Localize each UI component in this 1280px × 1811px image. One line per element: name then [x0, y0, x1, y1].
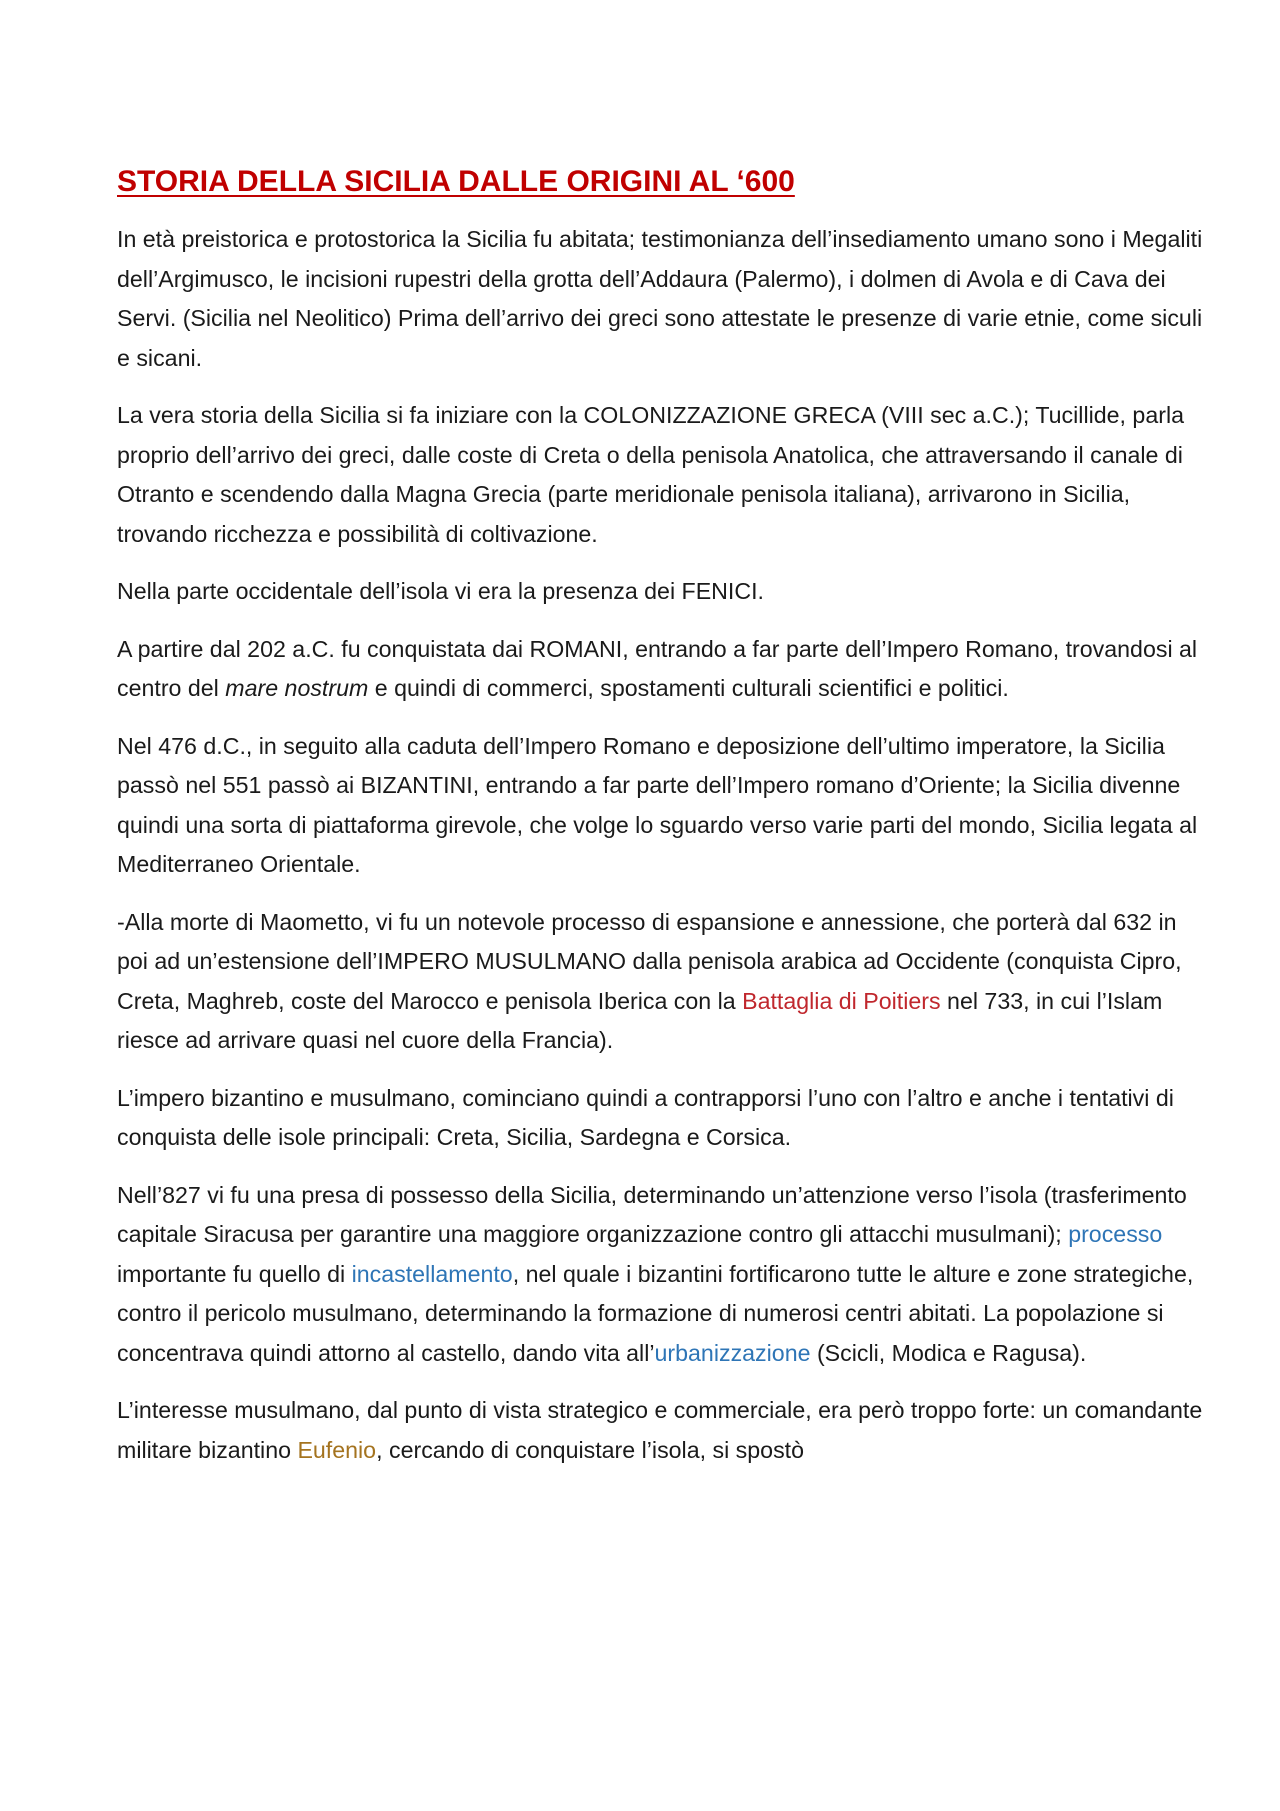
paragraph-byzantines: Nel 476 d.C., in seguito alla caduta dell’Impero Romano e deposizione dell’ultimo imperatore, la Sicilia passò nel 551 passò ai BIZANTINI, entrando a far parte dell’Impero romano d’Oriente; la Sicilia divenne quindi una sorta di piattaforma girevole, che volge lo sguardo verso varie parti del mondo, Sicilia legata al Mediterraneo Orientale. [117, 732, 1198, 877]
text-span: importante fu quello di [117, 1260, 352, 1287]
paragraph-romans [117, 630, 1213, 709]
paragraph-prehistory: In età preistorica e protostorica la Sicilia fu abitata; testimonianza dell’insediamento umano sono i Megaliti dell’Argimusco, le incisioni rupestri della grotta dell’Addaura (Palermo), i dolmen di Avola e di Cava dei Servi. (Sicilia nel Neolitico) Prima dell’arrivo dei greci sono attestate le presenze di varie etnie, come siculi e sicani. [117, 226, 1203, 371]
italic-term-mare-nostrum: mare nostrum [225, 675, 369, 701]
term-urbanizzazione: urbanizzazione [654, 1339, 811, 1366]
paragraph-greek-colonization: La vera storia della Sicilia si fa iniziare con la COLONIZZAZIONE GRECA (VIII sec a.C.); Tucillide, parla proprio dell’arrivo dei greci, dalle coste di Creta o della penisola Anatolica, che attraversando il canale di Otranto e scendendo dalla Magna Grecia (parte meridionale penisola italiana), arrivarono in Sicilia, trovando ricchezza e possibilità di coltivazione. [117, 402, 1184, 547]
text-span: L’interesse musulmano, dal punto di vista strategico e commerciale, era però troppo forte: un comandante militare bizantino [117, 1397, 1203, 1463]
paragraph-eufenio [117, 1391, 1213, 1470]
text-span: A partire dal 202 a.C. fu conquistata dai ROMANI, entrando a far parte dell’Impero Romano, trovandosi al centro del [117, 635, 1198, 701]
paragraph-phoenicians: Nella parte occidentale dell’isola vi era la presenza dei FENICI. [117, 578, 764, 604]
paragraph-muslim-empire [117, 903, 1213, 1061]
term-processo: processo [1068, 1221, 1163, 1247]
paragraph-contrast: L’impero bizantino e musulmano, cominciano quindi a contrapporsi l’uno con l’altro e anche i tentativi di conquista delle isole principali: Creta, Sicilia, Sardegna e Corsica. [117, 1084, 1174, 1150]
document-title: STORIA DELLA SICILIA DALLE ORIGINI AL ‘600 [117, 165, 795, 198]
document-page [117, 160, 1213, 1488]
text-span: , cercando di conquistare l’isola, si spostò [376, 1436, 804, 1463]
name-eufenio: Eufenio [297, 1436, 377, 1463]
text-span: , nel quale i bizantini fortificarono tutte le alture e zone strategiche, contro il pericolo musulmano, determinando la formazione di numerosi centri abitati. La popolazione si concentrava quindi attorno al castello, dando vita all’ [117, 1260, 1194, 1366]
text-span: nel 733, in cui l’Islam riesce ad arrivare quasi nel cuore della Francia). [117, 987, 1163, 1053]
text-span: (Scicli, Modica e Ragusa). [810, 1339, 1087, 1366]
text-span: -Alla morte di Maometto, vi fu un notevole processo di espansione e annessione, che porterà dal 632 in poi ad un’estensione dell’IMPERO MUSULMANO dalla penisola arabica ad Occidente (conquista Cipro, Creta, Maghreb, coste del Marocco e penisola Iberica con la [117, 908, 1182, 1014]
paragraph-incastellamento [117, 1176, 1213, 1374]
highlight-battaglia-di-poitiers: Battaglia di Poitiers [742, 987, 941, 1014]
text-span: e quindi di commerci, spostamenti culturali scientifici e politici. [368, 675, 1009, 701]
text-span: Nell’827 vi fu una presa di possesso della Sicilia, determinando un’attenzione verso l’isola (trasferimento capitale Siracusa per garantire una maggiore organizzazione contro gli attacchi musulmani); [117, 1181, 1187, 1247]
term-incastellamento: incastellamento [351, 1260, 513, 1287]
